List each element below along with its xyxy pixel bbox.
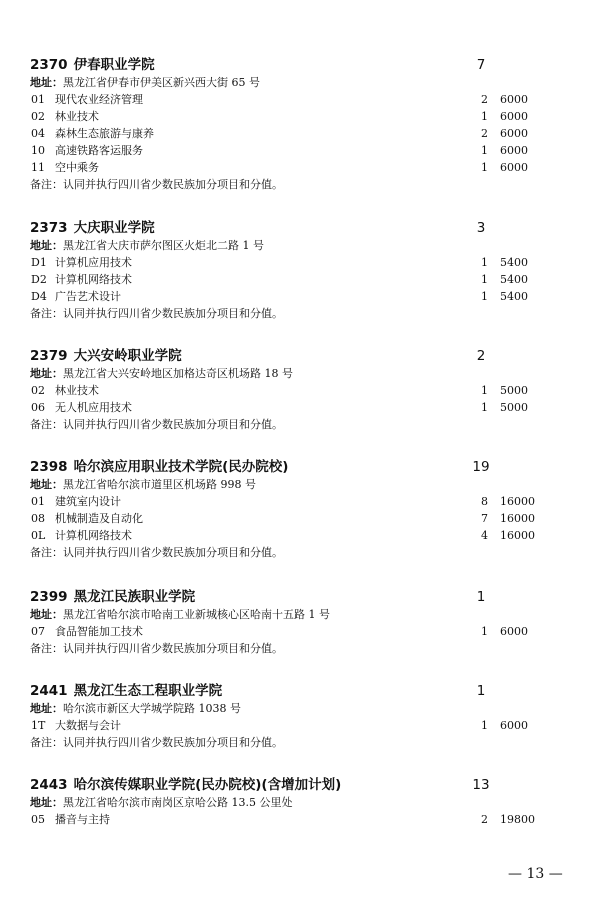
major-quota: 1 xyxy=(481,110,488,123)
school-total-quota: 19 xyxy=(472,459,490,475)
major-name: 高速铁路客运服务 xyxy=(55,144,143,157)
major-fee: 19800 xyxy=(500,813,535,826)
major-name: 广告艺术设计 xyxy=(55,290,121,303)
major-row xyxy=(0,91,600,108)
school-address xyxy=(30,606,330,623)
major-quota: 1 xyxy=(481,144,488,157)
major-code: 07 xyxy=(31,625,45,638)
major-name: 空中乘务 xyxy=(55,161,99,174)
school-total-quota: 7 xyxy=(476,57,486,73)
school-name: 哈尔滨传媒职业学院(民办院校)(含增加计划) xyxy=(73,777,342,793)
major-fee: 16000 xyxy=(500,495,535,508)
major-row xyxy=(0,254,600,271)
major-fee: 5000 xyxy=(500,401,528,414)
school-address xyxy=(30,700,241,717)
major-quota: 4 xyxy=(481,529,488,542)
school-address xyxy=(30,74,260,91)
school-total-quota: 1 xyxy=(476,589,486,605)
school-note xyxy=(30,305,283,322)
major-name: 食品智能加工技术 xyxy=(55,625,143,638)
school-code: 2441 xyxy=(30,683,68,699)
major-fee: 6000 xyxy=(500,161,528,174)
major-row xyxy=(0,493,600,510)
major-name: 计算机网络技术 xyxy=(55,529,132,542)
school-header xyxy=(30,54,155,76)
major-quota: 2 xyxy=(481,127,488,140)
school-total-quota: 3 xyxy=(476,220,486,236)
school-header xyxy=(30,586,195,608)
major-code: D4 xyxy=(31,290,47,303)
major-quota: 7 xyxy=(481,512,488,525)
major-quota: 1 xyxy=(481,625,488,638)
major-code: 0L xyxy=(31,529,46,542)
school-note xyxy=(30,416,283,433)
major-code: 08 xyxy=(31,512,45,525)
major-name: 林业技术 xyxy=(55,110,99,123)
school-name: 伊春职业学院 xyxy=(73,57,155,73)
major-fee: 6000 xyxy=(500,110,528,123)
major-code: 02 xyxy=(31,384,45,397)
major-quota: 1 xyxy=(481,256,488,269)
major-code: 11 xyxy=(31,161,45,174)
major-row xyxy=(0,108,600,125)
major-fee: 5400 xyxy=(500,290,528,303)
major-code: D1 xyxy=(31,256,47,269)
major-name: 机械制造及自动化 xyxy=(55,512,143,525)
major-fee: 16000 xyxy=(500,529,535,542)
school-name: 哈尔滨应用职业技术学院(民办院校) xyxy=(73,459,289,475)
major-row xyxy=(0,125,600,142)
school-note xyxy=(30,640,283,657)
school-address xyxy=(30,365,293,382)
major-quota: 1 xyxy=(481,161,488,174)
school-address xyxy=(30,476,256,493)
note-value: 认同并执行四川省少数民族加分项目和分值。 xyxy=(63,178,283,191)
major-quota: 1 xyxy=(481,401,488,414)
school-code: 2379 xyxy=(30,348,68,364)
school-code: 2398 xyxy=(30,459,68,475)
major-code: 01 xyxy=(31,495,45,508)
note-label: 备注： xyxy=(30,546,63,559)
school-total-quota: 13 xyxy=(472,777,490,793)
school-code: 2370 xyxy=(30,57,68,73)
school-name: 黑龙江民族职业学院 xyxy=(73,589,196,605)
school-name: 大庆职业学院 xyxy=(73,220,155,236)
major-fee: 6000 xyxy=(500,127,528,140)
address-label: 地址： xyxy=(30,796,63,809)
note-label: 备注： xyxy=(30,642,63,655)
major-name: 林业技术 xyxy=(55,384,99,397)
address-label: 地址： xyxy=(30,239,63,252)
major-name: 无人机应用技术 xyxy=(55,401,132,414)
major-row xyxy=(0,288,600,305)
address-label: 地址： xyxy=(30,367,63,380)
note-value: 认同并执行四川省少数民族加分项目和分值。 xyxy=(63,642,283,655)
school-name: 黑龙江生态工程职业学院 xyxy=(73,683,223,699)
school-note xyxy=(30,544,283,561)
note-label: 备注： xyxy=(30,178,63,191)
note-label: 备注： xyxy=(30,418,63,431)
major-fee: 5000 xyxy=(500,384,528,397)
major-name: 大数据与会计 xyxy=(55,719,121,732)
address-value: 黑龙江省大庆市萨尔图区火炬北二路 1 号 xyxy=(63,239,264,252)
note-value: 认同并执行四川省少数民族加分项目和分值。 xyxy=(63,307,283,320)
major-code: 1T xyxy=(31,719,46,732)
major-name: 现代农业经济管理 xyxy=(55,93,143,106)
school-header xyxy=(30,345,182,367)
major-row xyxy=(0,142,600,159)
major-name: 建筑室内设计 xyxy=(55,495,121,508)
school-note xyxy=(30,734,283,751)
school-name: 大兴安岭职业学院 xyxy=(73,348,182,364)
address-value: 黑龙江省哈尔滨市道里区机场路 998 号 xyxy=(63,478,256,491)
school-total-quota: 2 xyxy=(476,348,486,364)
address-label: 地址： xyxy=(30,76,63,89)
major-code: 02 xyxy=(31,110,45,123)
major-code: 05 xyxy=(31,813,45,826)
major-code: D2 xyxy=(31,273,47,286)
major-quota: 2 xyxy=(481,93,488,106)
school-address xyxy=(30,794,292,811)
note-label: 备注： xyxy=(30,736,63,749)
major-fee: 16000 xyxy=(500,512,535,525)
major-row xyxy=(0,399,600,416)
major-name: 播音与主持 xyxy=(55,813,110,826)
major-fee: 6000 xyxy=(500,93,528,106)
major-quota: 1 xyxy=(481,273,488,286)
note-label: 备注： xyxy=(30,307,63,320)
major-name: 计算机网络技术 xyxy=(55,273,132,286)
address-value: 哈尔滨市新区大学城学院路 1038 号 xyxy=(63,702,241,715)
address-value: 黑龙江省哈尔滨市南岗区京哈公路 13.5 公里处 xyxy=(63,796,293,809)
major-fee: 6000 xyxy=(500,719,528,732)
note-value: 认同并执行四川省少数民族加分项目和分值。 xyxy=(63,736,283,749)
school-header xyxy=(30,680,222,702)
address-label: 地址： xyxy=(30,478,63,491)
address-value: 黑龙江省大兴安岭地区加格达奇区机场路 18 号 xyxy=(63,367,293,380)
school-header xyxy=(30,217,155,239)
major-quota: 2 xyxy=(481,813,488,826)
school-header xyxy=(30,456,288,478)
major-code: 04 xyxy=(31,127,45,140)
major-quota: 1 xyxy=(481,719,488,732)
address-label: 地址： xyxy=(30,702,63,715)
major-fee: 6000 xyxy=(500,625,528,638)
page-number: — 13 — xyxy=(508,866,563,882)
major-row xyxy=(0,811,600,828)
major-fee: 6000 xyxy=(500,144,528,157)
major-quota: 1 xyxy=(481,384,488,397)
school-code: 2373 xyxy=(30,220,68,236)
school-code: 2443 xyxy=(30,777,68,793)
note-value: 认同并执行四川省少数民族加分项目和分值。 xyxy=(63,418,283,431)
major-quota: 8 xyxy=(481,495,488,508)
school-note xyxy=(30,176,283,193)
major-name: 计算机应用技术 xyxy=(55,256,132,269)
address-value: 黑龙江省伊春市伊美区新兴西大街 65 号 xyxy=(63,76,260,89)
major-code: 01 xyxy=(31,93,45,106)
major-quota: 1 xyxy=(481,290,488,303)
note-value: 认同并执行四川省少数民族加分项目和分值。 xyxy=(63,546,283,559)
address-label: 地址： xyxy=(30,608,63,621)
major-row xyxy=(0,271,600,288)
major-code: 06 xyxy=(31,401,45,414)
school-total-quota: 1 xyxy=(476,683,486,699)
major-code: 10 xyxy=(31,144,45,157)
address-value: 黑龙江省哈尔滨市哈南工业新城核心区哈南十五路 1 号 xyxy=(63,608,330,621)
major-row xyxy=(0,159,600,176)
major-row xyxy=(0,382,600,399)
major-row xyxy=(0,623,600,640)
school-address xyxy=(30,237,264,254)
major-fee: 5400 xyxy=(500,273,528,286)
major-name: 森林生态旅游与康养 xyxy=(55,127,154,140)
major-fee: 5400 xyxy=(500,256,528,269)
major-row xyxy=(0,527,600,544)
school-header xyxy=(30,774,341,796)
school-code: 2399 xyxy=(30,589,68,605)
major-row xyxy=(0,717,600,734)
major-row xyxy=(0,510,600,527)
